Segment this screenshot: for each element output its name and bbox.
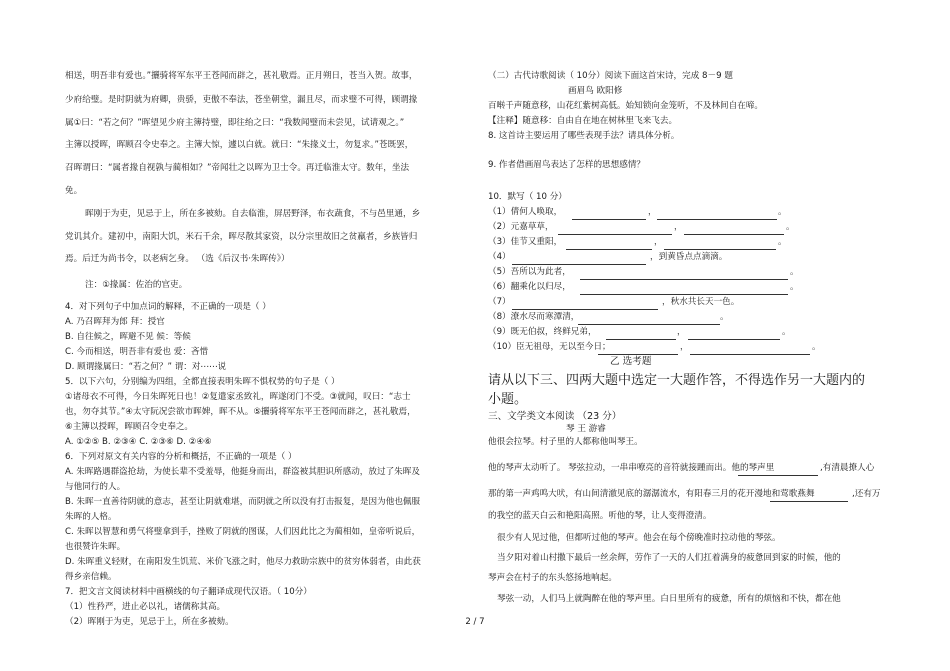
blank-3a — [566, 240, 652, 250]
right-text-line: （5）吾所以为此者， — [488, 267, 571, 277]
left-text-line: 也很赞许朱晖。 — [65, 542, 126, 552]
blank-3b — [664, 240, 776, 250]
right-text-line: 当夕阳对着山村撒下最后一丝余辉，劳作了一天的人们扛着满身的疲惫回到家的时候，他的 — [497, 553, 841, 563]
left-text-line: 7．把文言文阅读材料中画横线的句子翻译成现代汉语。（ 10分） — [65, 587, 312, 597]
right-text-line: （10）臣无祖母，无以至今日； — [488, 342, 611, 352]
section-label: 乙 选考题 — [610, 356, 652, 367]
document-page: ， 。 ， 。 ， 。 。 。 。 ， 。 ， 。 乙 选考题 请从以下三、四两大题中选定一大题作答，不得选作另一大题内的 小题。 三、文学类文本阅读 （23 分） 琴 王 游睿 2 / 7 相送，明吾非有爱也。”攦骑将军东平王苍闻而辟之，甚礼敬焉。正月朔日，苍当入贺。故事， 少府给璧。是时阴就为府卿，贵骄，吏傲不奉法，苍坐朝堂，漏且尽，而求璧不可得，顾谓掾 属①曰：“若之何？”晖望见少府主簿持璧，即往绐之曰：“我数闻璧而未尝见，试请观之。” 主簿以授晖，晖顾召令史奉之。主簿大惊，遽以白就。就曰：“朱掾义士，勿复求。”苍既罢， 召晖谓曰：“属者掾自视孰与蔺相如？”帝闻壮之以晖为卫士令。再迁临淮太守。数年，坐法 免。 晖刚于为吏，见忌于上，所在多被劾。自去临淮，屏居野泽，布衣蔬食，不与邑里通，乡 党讥其介。建初中，南阳大饥，米石千余，晖尽散其家资，以分宗里故旧之贫羸者，乡族皆归 焉。后迁为尚书令，以老病乞身。 （选《后汉书·朱晖传》） 注：①掾属：佐治的官吏。 4．对下列句子中加点词的解释，不正确的一项是（ ） A. 乃召晖拜为郎 拜：授官 B. 自往候之，晖避不见 候：等候 C. 今而相送，明吾非有爱也 爱：吝惜 D. 顾谓掾属曰：“若之何？” 谓：对⋯⋯说 5．以下六句，分别编为四组，全都直接表明朱晖不惧权势的句子是（ ） ①诸母衣不可得，今日朱晖死日也！②复遣家丞致礼，晖遂闭门不受。③就闻，叹曰：“志士 也，勿夺其节。”④太守阮况尝欲市晖婢，晖不从。⑤攦骑将军东平王苍闻而辟之，甚礼敬焉， ⑥主簿以授晖，晖顾召令史奉之。 A. ①②⑤ B. ②③④ C. ②③⑥ D. ②④⑥ 6．下列对原文有关内容的分析和概括，不正确的一项是（ ） A. 朱晖路遇群盗抢劫，为使长辈不受羞辱，他挺身而出，群盗被其胆识所感动，放过了朱晖及 与他同行的人。 B. 朱晖一直善待阴就的意志，甚至让阴就难堪，而阴就之所以没有打击报复，是因为他也佩服 朱晖的人格。 C. 朱晖以智慧和勇气将璧拿到手，挫败了阴就的图谋，人们因此比之为蔺相如，皇帝听说后， 也很赞许朱晖。 D. 朱晖重义轻财，在南阳发生饥荒、米价飞涨之时，他尽力救助宗族中的贫穷体弱者，由此获 得乡亲信赖。 7．把文言文阅读材料中画横线的句子翻译成现代汉语。（ 10分） （1）性矜严，进止必以礼，诸儒称其高。 （2）晖刚于为吏，见忌于上，所在多被劾。 （二）古代诗歌阅读（ 10分）阅读下面这首宋诗，完成 8－9 题 画眉鸟 欧阳修 百啭千声随意移，山花红紫树高低。始知锁向金笼听，不及林间自在啼。 【注释】随意移：自由自在地在树林里飞来飞去。 8. 这首诗主要运用了哪些表现手法？请具体分析。 9. 作者借画眉鸟表达了怎样的思想感情？ 10．默写（ 10 分） （1）倩何人唤取， （2）元嘉草草， （3）佳节又重阳， （4） （5）吾所以为此者， （6）翻乘化以归尽， （7） （8）潦水尽而寒潭清， （9）既无伯叔，终鲜兄弟， （10）臣无祖母，无以至今日； 他很会拉琴。村子里的人都称他叫琴王。 他的琴声太动听了。 琴弦拉动，一串串嘹亮的音符就接踵而出。他的琴声里 那的第一声鸡鸣大吠，有山间清澈见底的潺潺流水，有阳春三月的花开漫地和莺歌燕舞 的我空的蓝天白云和艳阳高照。听他的琴，让人变得澄清。 很少有人见过他，但都听过他的琴声。他会在每个傍晚准时拉动他的琴弦。 当夕阳对着山村撒下最后一丝余辉，劳作了一天的人们扛着满身的疲惫回到家的时候，他的 琴声会在村子的东头悠扬地响起。 琴弦一动，人们马上就陶醉在他的琴声里。白日里所有的疲惫，所有的烦恼和不快，都在他 ，到黄昏点点滴滴。 ，秋水共长天一色。 ,有清晨撩人心 ,还有万 — [0, 0, 950, 671]
right-text-line: 8. 这首诗主要运用了哪些表现手法？请具体分析。 — [488, 131, 680, 141]
right-text-line: 琴声会在村子的东头悠扬地响起。 — [488, 573, 617, 583]
right-text-line: （4） — [488, 252, 511, 262]
left-text-line: D. 朱晖重义轻财，在南阳发生饥荒、米价飞涨之时，他尽力救助宗族中的贫穷体弱者，由此获 — [65, 557, 421, 567]
right-text-line: 琴弦一动，人们马上就陶醉在他的琴声里。白日里所有的疲惫，所有的烦恼和不快，都在他 — [497, 594, 841, 604]
right-text-line: 百啭千声随意移，山花红紫树高低。始知锁向金笼听，不及林间自在啼。 — [488, 101, 764, 111]
blank-10b — [690, 345, 810, 355]
right-text-line: 画眉鸟 欧阳修 — [568, 86, 623, 96]
left-text-line: B. 自往候之，晖避不见 候：等候 — [65, 332, 191, 342]
right-text-line: 那的第一声鸡鸣大吠，有山间清澈见底的潺潺流水，有阳春三月的花开漫地和莺歌燕舞 — [488, 489, 815, 499]
left-text-line: 得乡亲信赖。 — [65, 572, 117, 582]
left-text-line: 免。 — [65, 186, 83, 196]
section3-heading: 三、文学类文本阅读 （23 分） — [488, 411, 622, 422]
left-text-line: 少府给璧。是时阴就为府卿，贵骄，吏傲不奉法，苍坐朝堂，漏且尽，而求璧不可得，顾谓掾 — [65, 95, 418, 105]
blank-1b — [657, 210, 777, 220]
inline_extras-text-line: ，到黄昏点点滴滴。 — [650, 252, 728, 262]
blank-8a — [578, 315, 720, 325]
left-text-line: 属①曰：“若之何？”晖望见少府主簿持璧，即往绐之曰：“我数闻璧而未尝见，试请观之。” — [65, 118, 405, 128]
left-text-line: A. ①②⑤ B. ②③④ C. ②③⑥ D. ②④⑥ — [65, 437, 212, 447]
left-text-line: （1）性矜严，进止必以礼，诸儒称其高。 — [65, 602, 226, 612]
left-text-line: 相送，明吾非有爱也。”攦骑将军东平王苍闻而辟之，甚礼敬焉。正月朔日，苍当入贺。故事， — [65, 71, 418, 81]
right-text-line: （7） — [488, 297, 511, 307]
story-title: 琴 王 游睿 — [566, 424, 606, 434]
right-text-line: （2）元嘉草草， — [488, 222, 554, 232]
right-text-line: 9. 作者借画眉鸟表达了怎样的思想感情？ — [488, 160, 646, 170]
left-text-line: 4．对下列句子中加点词的解释，不正确的一项是（ ） — [65, 302, 271, 312]
left-text-line: 也，勿夺其节。”④太守阮况尝欲市晖婢，晖不从。⑤攦骑将军东平王苍闻而辟之，甚礼敬焉， — [65, 407, 416, 417]
blank-6a — [580, 285, 788, 295]
left-text-line: 主簿以授晖，晖顾召令史奉之。主簿大惊，遽以白就。就曰：“朱掾义士，勿复求。”苍既罢， — [65, 140, 414, 150]
blank-9a — [606, 330, 676, 340]
blank-4a — [512, 255, 646, 265]
right-text-line: （9）既无伯叔，终鲜兄弟， — [488, 327, 597, 337]
instruction-line-1: 请从以下三、四两大题中选定一大题作答，不得选作另一大题内的 — [488, 373, 866, 388]
page-number: 2 / 7 — [465, 617, 485, 627]
left-text-line: 5．以下六句，分别编为四组，全都直接表明朱晖不惧权势的句子是（ ） — [65, 377, 340, 387]
inline_extras-text-line: ,还有万 — [852, 489, 881, 499]
right-text-line: （8）潦水尽而寒潭清， — [488, 312, 580, 322]
left-text-line: 6．下列对原文有关内容的分析和概括，不正确的一项是（ ） — [65, 452, 297, 462]
right-text-line: 他很会拉琴。村子里的人都称他叫琴王。 — [488, 437, 643, 447]
right-text-line: （3）佳节又重阳， — [488, 237, 563, 247]
left-text-line: 召晖谓曰：“属者掾自视孰与蔺相如？”帝闻壮之以晖为卫士令。再迁临淮太守。数年，坐法 — [65, 163, 410, 173]
instruction-line-2: 小题。 — [488, 392, 528, 407]
right-text-line: （1）倩何人唤取， — [488, 207, 563, 217]
blank-2b — [684, 225, 784, 235]
blank-5a — [580, 270, 788, 280]
left-text-line: 晖刚于为吏，见忌于上，所在多被劾。自去临淮，屏居野泽，布衣蔬食，不与邑里通，乡 — [85, 209, 421, 219]
right-text-line: 【注释】随意移：自由自在地在树林里飞来飞去。 — [488, 116, 678, 126]
blank-7a — [512, 300, 658, 310]
left-text-line: A. 乃召晖拜为郎 拜：授官 — [65, 317, 165, 327]
left-text-line: 朱晖的人格。 — [65, 512, 117, 522]
left-text-line: B. 朱晖一直善待阴就的意志，甚至让阴就难堪，而阴就之所以没有打击报复，是因为他也佩服 — [65, 497, 421, 507]
blank-2a — [558, 225, 672, 235]
blank-9b — [688, 330, 780, 340]
left-text-line: （2）晖刚于为吏，见忌于上，所在多被劾。 — [65, 617, 234, 627]
left-text-line: D. 顾谓掾属曰：“若之何？” 谓：对⋯⋯说 — [65, 362, 227, 372]
left-text-line: A. 朱晖路遇群盗抢劫，为使长辈不受羞辱，他挺身而出，群盗被其胆识所感动，放过了朱晖及 — [65, 467, 420, 477]
blank-1a — [572, 210, 646, 220]
right-text-line: 的我空的蓝天白云和艳阳高照。听他的琴，让人变得澄清。 — [488, 511, 712, 521]
left-text-line: C. 今而相送，明吾非有爱也 爱：吝惜 — [65, 347, 209, 357]
left-text-line: 党讥其介。建初中，南阳大饥，米石千余，晖尽散其家资，以分宗里故旧之贫羸者，乡族皆归 — [65, 232, 418, 242]
right-text-line: 他的琴声太动听了。 琴弦拉动，一串串嘹亮的音符就接踵而出。他的琴声里 — [488, 463, 775, 473]
right-text-line: （二）古代诗歌阅读（ 10分）阅读下面这首宋诗，完成 8－9 题 — [488, 71, 733, 81]
inline_extras-text-line: ,有清晨撩人心 — [820, 463, 875, 473]
left-text-line: 与他同行的人。 — [65, 482, 126, 492]
left-text-line: ①诸母衣不可得，今日朱晖死日也！②复遣家丞致礼，晖遂闭门不受。③就闻，叹曰：“志士 — [65, 392, 411, 402]
left-text-line: C. 朱晖以智慧和勇气将璧拿到手，挫败了阴就的图谋，人们因此比之为蔺相如，皇帝听说后， — [65, 527, 421, 537]
right-text-line: （6）翻乘化以归尽， — [488, 282, 571, 292]
inline_extras-text-line: ，秋水共长天一色。 — [662, 297, 740, 307]
right-text-line: 很少有人见过他，但都听过他的琴声。他会在每个傍晚准时拉动他的琴弦。 — [497, 533, 781, 543]
right-text-line: 10．默写（ 10 分） — [488, 192, 567, 202]
left-text-line: ⑥主簿以授晖，晖顾召令史奉之。 — [65, 422, 194, 432]
left-text-line: 注：①掾属：佐治的官吏。 — [85, 280, 188, 290]
left-text-line: 焉。后迁为尚书令，以老病乞身。 （选《后汉书·朱晖传》） — [65, 254, 290, 264]
